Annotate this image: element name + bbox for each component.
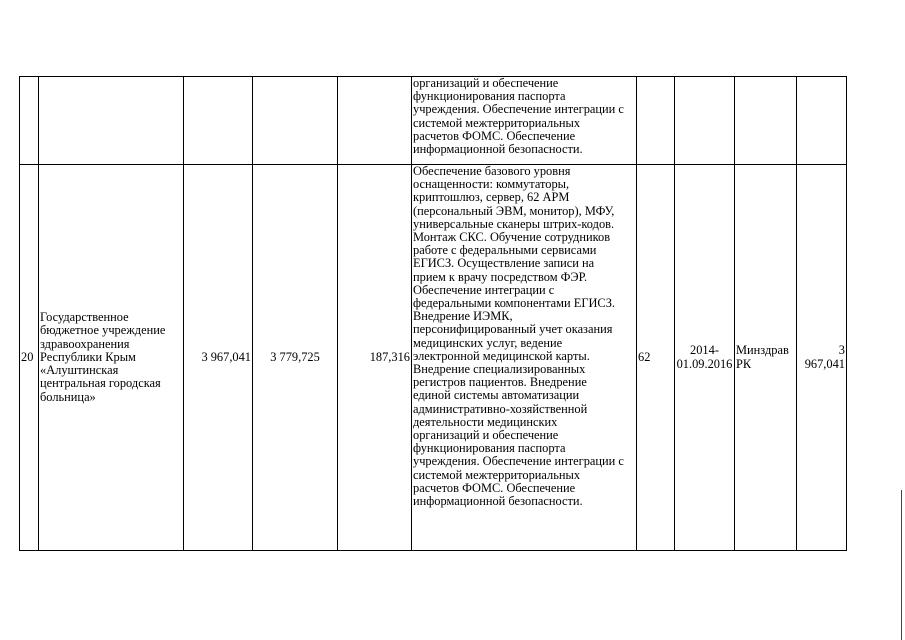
- description-line: функционирования паспорта: [413, 89, 566, 104]
- description-line: ЕГИСЗ. Осуществление записи на: [413, 256, 595, 271]
- description-line: криптошлюз, сервер, 62 АРМ: [413, 190, 570, 205]
- amount-1: 3 779,725: [253, 165, 338, 551]
- description-line: прием к врачу посредством ФЭР.: [413, 269, 588, 284]
- cell-empty: [797, 77, 847, 165]
- description-line: (персональный ЭВМ, монитор), МФУ,: [413, 203, 615, 218]
- cell-empty: [338, 77, 412, 165]
- description-line: информационной безопасности.: [413, 494, 583, 509]
- table-row: [20, 165, 847, 551]
- row-number: 20: [20, 165, 39, 551]
- continuation-row: [20, 77, 847, 165]
- cell-empty: [39, 77, 184, 165]
- description-line: расчетов ФОМС. Обеспечение: [413, 128, 576, 143]
- description-line: работе с федеральными сервисами: [413, 243, 597, 258]
- description-line: административно-хозяйственной: [413, 401, 588, 416]
- description-line: расчетов ФОМС. Обеспечение: [413, 480, 576, 495]
- description-line: электронной медицинской карты.: [413, 348, 590, 363]
- description-line: организаций и обеспечение: [413, 76, 559, 90]
- cell-empty: [184, 77, 253, 165]
- amount-2: 187,316: [338, 165, 412, 551]
- workstation-count: 62: [637, 165, 675, 551]
- description-line: Обеспечение интеграции с: [413, 282, 555, 297]
- cell-empty: [20, 77, 39, 165]
- final-amount: 3 967,041: [797, 165, 847, 551]
- description-line: Внедрение ИЭМК,: [413, 309, 513, 324]
- description-line: организаций и обеспечение: [413, 428, 559, 443]
- description-line: единой системы автоматизации: [413, 388, 580, 403]
- description-line: Монтаж СКС. Обучение сотрудников: [413, 230, 611, 245]
- description-line: Внедрение специализированных: [413, 362, 586, 377]
- description-line: оснащенности: коммутаторы,: [413, 177, 570, 192]
- scan-edge-line: [901, 490, 902, 640]
- organization-line: бюджетное учреждение: [40, 323, 166, 338]
- description-line: системой межтерриториальных: [413, 467, 581, 482]
- ministry-cell: [735, 165, 797, 551]
- description-line: регистров пациентов. Внедрение: [413, 375, 587, 390]
- description-line: функционирования паспорта: [413, 441, 566, 456]
- cell-empty: [253, 77, 338, 165]
- period-line: 01.09.2016: [676, 356, 733, 371]
- description-line: медицинских услуг, ведение: [413, 335, 563, 350]
- description-cell: [412, 165, 637, 551]
- description-line: системой межтерриториальных: [413, 115, 581, 130]
- cell-empty: [735, 77, 797, 165]
- organization-line: здравоохранения: [40, 336, 130, 351]
- description-line: федеральными компонентами ЕГИСЗ.: [413, 296, 615, 311]
- description-line: учреждения. Обеспечение интеграции с: [413, 102, 624, 117]
- period-cell: [675, 165, 735, 551]
- organization-line: Государственное: [40, 310, 129, 325]
- description-line: учреждения. Обеспечение интеграции с: [413, 454, 624, 469]
- cell-empty: [637, 77, 675, 165]
- funding-table: [19, 76, 847, 551]
- cell-empty: [675, 77, 735, 165]
- description-line: персонифицированный учет оказания: [413, 322, 613, 337]
- organization-line: центральная городская: [40, 376, 161, 391]
- period-line: 2014-: [690, 343, 719, 358]
- continuation-description-cell: [412, 77, 637, 165]
- description-line: Обеспечение базового уровня: [413, 164, 571, 178]
- organization-name: [39, 165, 184, 551]
- description-line: деятельности медицинских: [413, 414, 558, 429]
- description-line: информационной безопасности.: [413, 142, 583, 157]
- ministry-line: РК: [736, 356, 752, 371]
- organization-line: больница»: [40, 389, 96, 404]
- total-amount: 3 967,041: [184, 165, 253, 551]
- ministry-line: Минздрав: [736, 343, 789, 358]
- description-line: универсальные сканеры штрих-кодов.: [413, 216, 615, 231]
- organization-line: «Алуштинская: [40, 363, 119, 378]
- organization-line: Республики Крым: [40, 349, 136, 364]
